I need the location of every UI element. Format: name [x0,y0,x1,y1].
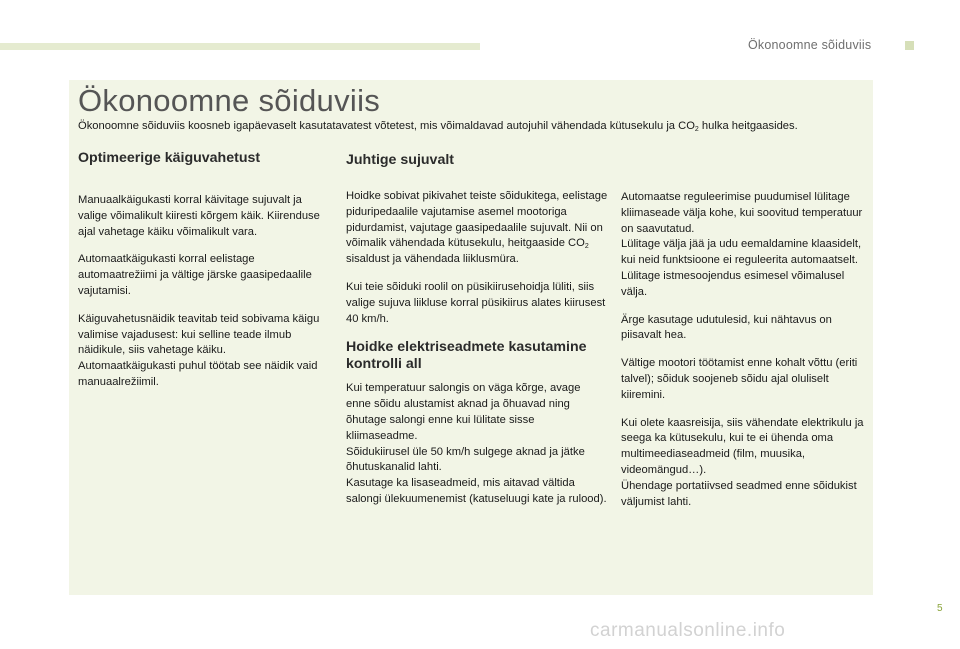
header-section-title: Ökonoomne sõiduviis [748,38,872,52]
climate-line-3: Lülitage istmesoojendus esimesel võimalusel välja. [621,269,845,298]
header-accent-bar [0,43,480,50]
paragraph-gear-indicator: Käiguvahetusnäidik teavitab teid sobivama käigu valimise vajadusest: kui selline teade ilmub näidikule, siis vahetage käiku. Automaatkäigukasti puhul töötab see näidik vaid manuaalrežiimil. [78,312,320,388]
multimedia-line-1: Kui olete kaasreisija, siis vähendate elektrikulu ja seega ka kütusekulu, kui te ei ühenda oma multimeediaseadmeid (film, muusika, videomängud…). [621,416,864,476]
heading-drive-smoothly: Juhtige sujuvalt [346,152,454,168]
page-title: Ökonoomne sõiduviis [78,83,381,118]
paragraph-climate-control [621,190,866,301]
paragraph-distance [346,189,608,268]
climate-line-2: Lülitage välja jää ja udu eemaldamine klaasidelt, kui neid funktsioone ei reguleerita automaatselt. [621,238,862,267]
page-number: 5 [937,603,943,614]
intro-subscript: 2 [694,126,699,133]
intro-text-end: hulka heitgaasides. [698,120,798,132]
paragraph-distance-text: Hoidke sobivat pikivahet teiste sõidukitega, eelistage piduripedaalile vajutamise asemel mootoriga pidurdamist, vajutage gaasipedaalile sujuvalt. Nii on võimalik vähendada kütusekulu, heitgaaside CO [346,190,608,250]
paragraph-engine-idle: Vältige mootori töötamist enne kohalt võttu (eriti talvel); sõiduk soojeneb sõidu ajal oluliselt kiiremini. [621,357,858,401]
heading-optimize-gear: Optimeerige käiguvahetust [78,150,261,166]
paragraph-cruise-control: Kui teie sõiduki roolil on püsikiirusehoidja lüliti, siis valige sujuva liikluse korral püsikiirus alates kiirusest 40 km/h. [346,280,606,325]
cabin-line-3: Kasutage ka lisaseadmeid, mis aitavad vältida salongi ülekuumenemist (katuseluugi kate ja rulood). [346,477,607,505]
watermark-text: carmanualsonline.info [590,620,786,641]
climate-line-1: Automaatse reguleerimise puudumisel lülitage kliimaseade välja kohe, kui soovitud temperatuur on saavutatud. [621,191,863,235]
cabin-line-1: Kui temperatuur salongis on väga kõrge, avage enne sõidu alustamist aknad ja õhuavad ning õhutage salongi enne kui lülitate sisse kliimaseadme. [346,382,581,442]
paragraph-automatic-gearbox: Automaatkäigukasti korral eelistage automaatrežiimi ja vältige järske gaasipedaalile vajutamisi. [78,253,312,297]
paragraph-multimedia [621,416,866,511]
multimedia-line-2: Ühendage portatiivsed seadmed enne sõidukist väljumist lahti. [621,479,857,508]
paragraph-manual-gearbox: Manuaalkäigukasti korral käivitage sujuvalt ja valige võimalikult kiiresti kõrgem käik. Kiirenduse ajal vahetage käiku võimalikult vara. [78,194,320,238]
intro-paragraph [78,118,798,134]
paragraph-cabin-temperature [346,381,608,507]
column-gear-shifting [78,150,323,403]
paragraph-distance-end: sisaldust ja vähendada liiklusmüra. [346,253,519,266]
column-equipment-tips [621,190,866,522]
header-square-marker [905,41,914,50]
co2-subscript: 2 [584,243,589,251]
heading-electrical-equipment: Hoidke elektriseadmete kasutamine kontrolli all [346,339,587,373]
intro-text: Ökonoomne sõiduviis koosneb igapäevaselt kasutatavatest võtetest, mis võimaldavad autojuhil vähendada kütusekulu ja CO [78,120,695,132]
paragraph-fog-lights: Ärge kasutage udutulesid, kui nähtavus on piisavalt hea. [621,313,832,342]
column-smooth-driving [346,150,608,520]
cabin-line-2: Sõidukiirusel üle 50 km/h sulgege aknad ja jätke õhutuskanalid lahti. [346,445,585,474]
